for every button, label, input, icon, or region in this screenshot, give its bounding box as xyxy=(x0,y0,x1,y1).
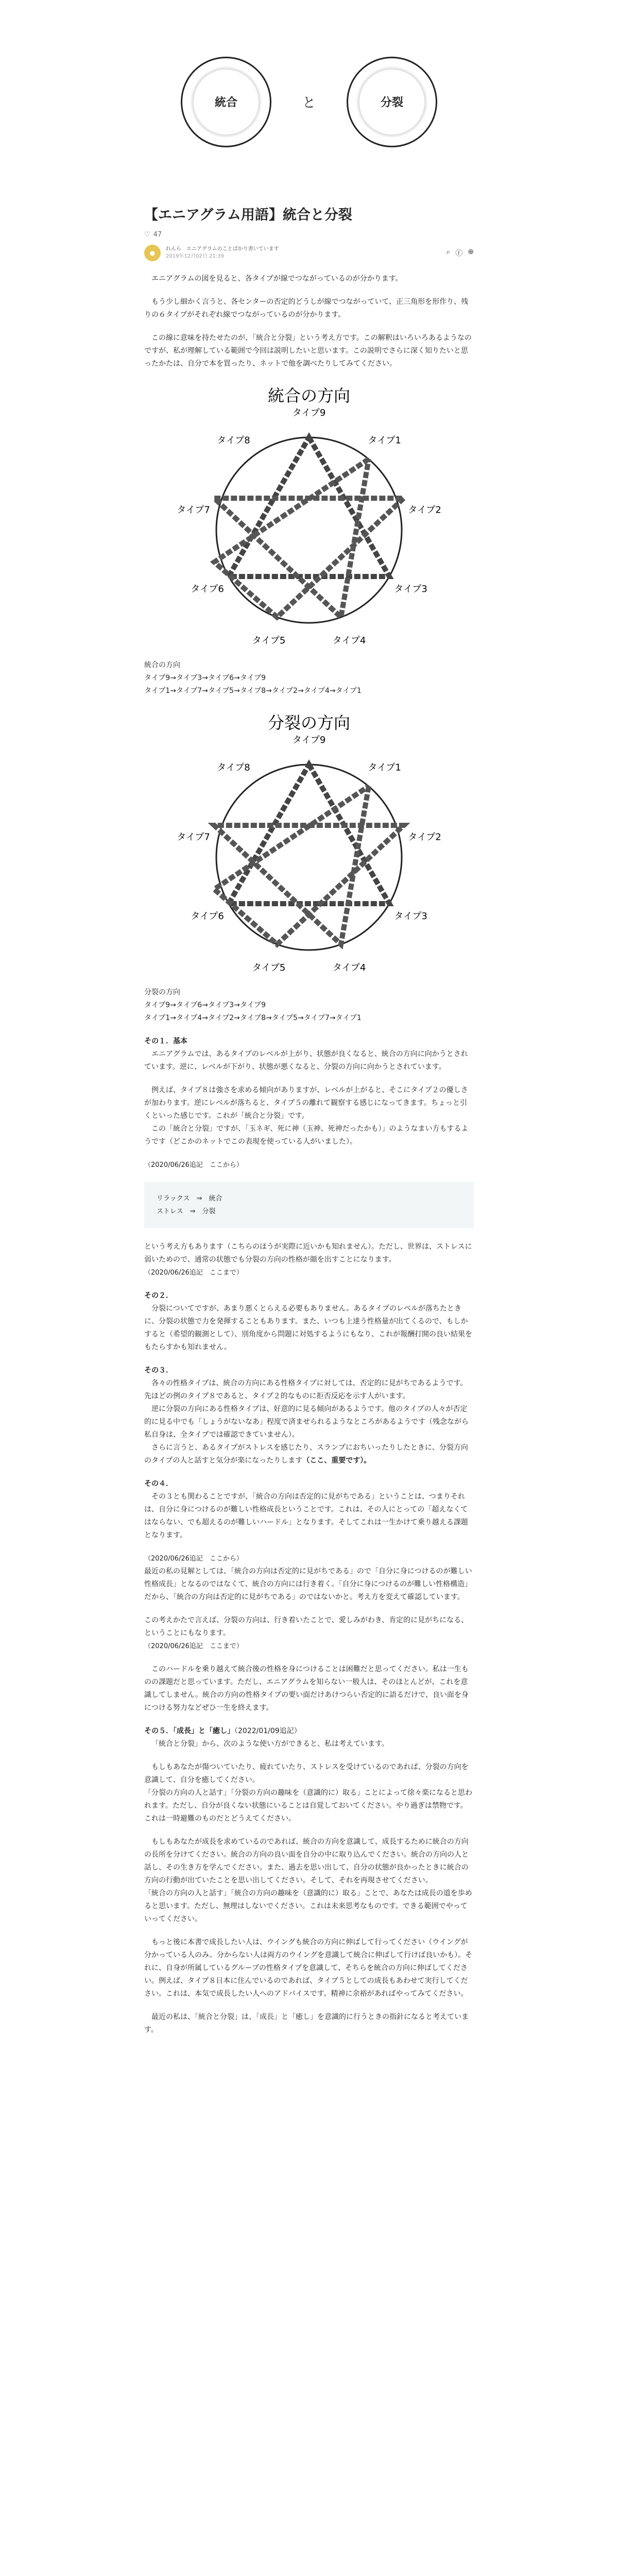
intro-paragraph-1: エニアグラムの図を見ると、各タイプが線でつながっているのが分かります。 xyxy=(151,275,403,283)
facebook-icon[interactable]: ⓕ xyxy=(455,249,463,258)
disintegration-svg xyxy=(144,708,474,976)
heart-icon[interactable]: ♡ xyxy=(144,231,150,239)
section-1-p3: この「統合と分裂」ですが、「玉ネギ、死に神（玉神、死神だったかも）」のようなまい方もするようです（どこかのネットでこの表現を使っている人がいました）。 xyxy=(144,1125,469,1146)
hero-enneagram-left xyxy=(181,57,271,147)
section-3-p3-emphasis: （ここ、重要です）。 xyxy=(302,1456,371,1465)
section-3-title: その３． xyxy=(144,1366,173,1375)
integration-label-7: タイプ7 xyxy=(177,504,210,516)
author-name[interactable]: れんら エニアグラムのことばかり書いています xyxy=(166,246,279,252)
integration-title: 統合の方向 xyxy=(267,386,351,405)
disintegration-label-7: タイプ7 xyxy=(177,832,210,843)
disintegration-title: 分裂の方向 xyxy=(267,713,351,733)
disintegration-diagram xyxy=(144,708,474,976)
integration-label-8: タイプ8 xyxy=(217,435,250,446)
section-3-p3 xyxy=(144,1442,474,1467)
relax-stress-box xyxy=(144,1182,474,1228)
disintegration-caption-2: タイプ9→タイプ6→タイプ3→タイプ9 xyxy=(144,1001,266,1009)
article xyxy=(144,0,474,2037)
section-4-note-end: （2020/06/26追記 ここまで） xyxy=(144,1642,243,1650)
search-icon[interactable]: ⌕ xyxy=(446,248,451,256)
intro-paragraph-2: もう少し細かく言うと、各センターの否定的どうしが線でつながっていて、正三角形を形作り、残りの６タイプがそれぞれ線でつながっているのが分かります。 xyxy=(144,298,469,319)
integration-caption-3: タイプ1→タイプ7→タイプ5→タイプ8→タイプ2→タイプ4→タイプ1 xyxy=(144,687,362,695)
section-3-p2: 逆に分裂の方向にある性格タイプは、好意的に見る傾向があるようです。他のタイプの人々が否定的に見る中でも「しょうがないなあ」程度で済ませられるようなところがあるようです（残念ながら私自身は、全タイプでは確認できていません）。 xyxy=(144,1405,469,1439)
section-4-note: （2020/06/26追記 ここから） xyxy=(144,1555,243,1563)
section-5-title-date: （2022/01/09追記） xyxy=(234,1727,301,1735)
disintegration-label-0: タイプ9 xyxy=(292,735,326,745)
section-5-p4: もしもあなたが成長を求めているのであれば、統合の方向を意識して、成長するために統合の方向の長所を分けてください。統合の方向の良い面を自分の中に取り込んでください。統合の方向の人と話し、その生き方を学んでください。また、過去を思い出して、自分の状態が良かったときに統合の方向の行動が出ていたことを思い出してください。そして、それを再現させてください。 xyxy=(144,1838,469,1885)
integration-label-2: タイプ2 xyxy=(408,504,441,516)
section-1-note-end: （2020/06/26追記 ここまで） xyxy=(144,1269,243,1277)
section-5-title xyxy=(144,1725,474,1738)
disintegration-label-1: タイプ1 xyxy=(368,762,401,773)
section-5-title-text: その５．「成長」と「癒し」 xyxy=(144,1727,234,1735)
integration-diagram xyxy=(144,381,474,649)
section-4-p4: このハードルを乗り越えて統合後の性格を身につけることは困難だと思ってください。私は一生ものの課題だと思っています。ただし、エニアグラムを知らない一般人は、そのほとんどが、これを意識してしません。統合の方向の性格タイプの要い面だけあけつらい否定的に語るだけで、良い面を身につける努力などぜひ一生を終えます。 xyxy=(144,1665,469,1712)
section-1-title: その１．基本 xyxy=(144,1037,187,1045)
share-icons xyxy=(446,248,474,258)
disintegration-caption-1: 分裂の方向 xyxy=(144,988,180,996)
disintegration-label-6: タイプ6 xyxy=(191,911,224,922)
disintegration-label-2: タイプ2 xyxy=(408,832,441,843)
disintegration-label-3: タイプ3 xyxy=(394,911,427,922)
integration-label-1: タイプ1 xyxy=(368,435,401,446)
disintegration-label-5: タイプ5 xyxy=(252,962,286,974)
post-date: 2019年12月02日 21:39 xyxy=(166,253,224,259)
author-row xyxy=(144,245,474,261)
section-4-title: その４． xyxy=(144,1480,173,1488)
disintegration-label-8: タイプ8 xyxy=(217,762,250,773)
section-3-p3-text: さらに言うと、あるタイプがストレスを感じたり、スランプにおちいったりしたときに、分裂方向のタイプの人と話すと気分が楽になったりします xyxy=(144,1444,468,1465)
integration-label-4: タイプ4 xyxy=(332,635,366,647)
section-1-note: （2020/06/26追記 ここから） xyxy=(144,1161,243,1169)
quote-line-2: ストレス ⇒ 分裂 xyxy=(157,1208,216,1215)
section-5-p6: もっと後に本書で成長したい人は、ウイングも統合の方向に伸ばして行ってください（ウイングが分かっている人のみ。分からない人は両方のウイングを意識して統合に伸ばして行けば良いかも）。それに、自身が所属しているグループの性格タイプを意識して、そちらを統合の方向に伸ばしてください。例えば、タイプ８日本に住んでいるのであれば、タイプ５としての成長もあわせて実行してください。これは、本気で成長したい人へのアドバイスです。精神に余裕があればやってみてください。 xyxy=(144,1938,473,1998)
quote-line-1: リラックス ⇒ 統合 xyxy=(157,1195,222,1202)
section-5-p7: 最近の私は、「統合と分裂」は、「成長」と「癒し」を意識的に行うときの指針になると考えています。 xyxy=(144,2013,469,2034)
article-title: 【エニアグラム用語】統合と分裂 xyxy=(144,207,352,223)
share-icon[interactable]: ⊕ xyxy=(468,248,474,256)
hero-enneagram-right xyxy=(347,57,437,147)
section-2-p1: 分裂についてですが、あまり悪くとらえる必要もありません。あるタイプのレベルが落ちたときに、分裂の状態で力を発揮することもあります。また、いつも上達う性格量が出てくるので、もしかすると（希望的観測として）、別角度から問題に対処するようにもなり、これが報酬打開の良い結果をもたらすかも知れません。 xyxy=(144,1304,472,1351)
hero-left-label: 統合 xyxy=(214,96,237,109)
hero-and: と xyxy=(302,95,316,111)
integration-caption-1: 統合の方向 xyxy=(144,661,180,669)
hero-image xyxy=(144,0,474,204)
hero-right-label: 分裂 xyxy=(380,96,403,109)
section-5-p2: もしもあなたが傷ついていたり、疲れていたり、ストレスを受けているのであれば、分裂の方向を意識して、自分を癒してください。 xyxy=(144,1763,469,1784)
section-2-title: その２． xyxy=(144,1292,173,1300)
section-5-p3: 「分裂の方向の人と話す」「分裂の方向の趣味を（意識的に）取る」ことによって徐々楽になると思われます。ただし、自分が良くない状態にいることは自覚しておいてください。やり過ぎは禁物です。これは一時避難のものだとどうえてください。 xyxy=(144,1789,472,1823)
like-count: 47 xyxy=(153,231,162,239)
integration-label-3: タイプ3 xyxy=(394,584,427,595)
section-1-p4: という考え方もあります（こちらのほうが実際に近いかも知れません）。ただし、世界は、ストレスに弱いためので、通常の状態でも分裂の方向の性格が顔を出すことになります。 xyxy=(144,1243,472,1264)
disintegration-caption-3: タイプ1→タイプ4→タイプ2→タイプ8→タイプ5→タイプ7→タイプ1 xyxy=(144,1014,362,1022)
section-5-p5: 「統合の方向の人と話す」「統合の方向の趣味を（意識的に）取る」ことで、あなたは成長の道を歩めると思います。ただし、無理はしないでください。これは未来思考なものです。できる範囲でやっていってください。 xyxy=(144,1889,472,1923)
integration-label-6: タイプ6 xyxy=(191,584,224,595)
integration-svg xyxy=(144,381,474,649)
section-1-p1: エニアグラムでは、あるタイプのレベルが上がり、状態が良くなると、統合の方向に向かうとされています。逆に、レベルが下がり、状態が悪くなると、分裂の方向に向かうとされています。 xyxy=(144,1050,468,1071)
like-row xyxy=(144,231,474,239)
intro-paragraph-3: この線に意味を持たせたのが、「統合と分裂」という考え方です。この解釈はいろいろあるようなのですが、私が理解している範囲で今回は説明したいと思います。この説明でさらに深く知りたいと思ったかたは、自分で本を買ったり、ネットで他を調べたりしてみてください。 xyxy=(144,334,472,368)
section-4-p1: その３とも関わることですが、「統合の方向は否定的に見がちである」ということは、つまりそれは、自分に身につけるのが難しい性格成長ということです。これは、その人にとっての「超えなくてはならない、でも超えるのが難しいハードル」となります。そしてこれは一生かけて乗り越える課題となります。 xyxy=(144,1493,468,1539)
section-4-p2: 最近の私の見解としては、「統合の方向は否定的に見がちである」ので「自分に身につけるのが難しい性格成長」となるのではなくて、統合の方向には行き着く。「自分に身につけるのが難しい性格構造」だから、「統合の方向は否定的に見がちである」のではないかと。考え方を変えて確認しています。 xyxy=(144,1567,472,1601)
integration-label-5: タイプ5 xyxy=(252,635,286,647)
section-3-p1: 各々の性格タイプは、統合の方向にある性格タイプに対しては、否定的に見がちであるようです。先ほどの例のタイプ８であると、タイプ２的なものに拒否反応を示す人がいます。 xyxy=(144,1379,468,1400)
section-1-p2: 例えば、タイプ８は強さを求める傾向がありますが、レベルが上がると、そこにタイプ２の優しさが加わります。逆にレベルが落ちると、タイプ５の離れて観察する感じになってきます。ちょっと引くといった感じです。これが「統合と分裂」です。 xyxy=(144,1086,468,1120)
author-info xyxy=(166,246,441,260)
integration-label-0: タイプ9 xyxy=(292,408,326,418)
avatar[interactable]: ● xyxy=(144,245,161,261)
disintegration-label-4: タイプ4 xyxy=(332,962,366,974)
section-5-p1: 「統合と分裂」から、次のような使い方ができると、私は考えています。 xyxy=(151,1740,389,1748)
section-4-p3: この考えかたで言えば、分裂の方向は、行き着いたことで、愛しみがわき、肯定的に見がちになる、ということにもなります。 xyxy=(144,1616,469,1637)
integration-caption-2: タイプ9→タイプ3→タイプ6→タイプ9 xyxy=(144,674,266,682)
